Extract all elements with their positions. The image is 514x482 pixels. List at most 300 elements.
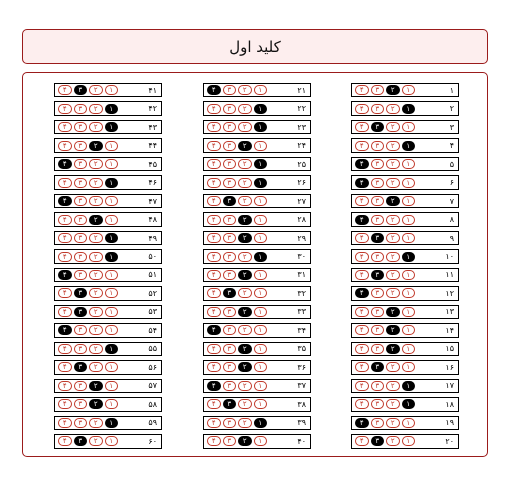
answer-bubble: ١ [254, 233, 268, 243]
question-number: ٣۵ [297, 344, 306, 354]
answer-bubble: ١ [254, 344, 268, 354]
question-number: ۵۶ [148, 362, 157, 372]
answer-bubble-filled: ٣ [371, 122, 385, 132]
answer-bubble-filled: ١ [402, 141, 416, 151]
answer-bubble: ٢ [386, 252, 400, 262]
answer-bubble: ۴ [58, 418, 72, 428]
question-row [351, 175, 459, 189]
answer-bubble: ۴ [207, 436, 221, 446]
answer-bubble: ٣ [74, 196, 88, 206]
question-row [203, 434, 311, 448]
answer-bubble-filled: ١ [402, 381, 416, 391]
question-row [203, 342, 311, 356]
question-number: ۵١ [148, 270, 157, 280]
answer-bubble-filled: ٢ [89, 215, 103, 225]
question-number: ۶٠ [148, 436, 157, 446]
answer-bubble: ٢ [238, 288, 252, 298]
question-number: ٢٠ [445, 436, 454, 446]
answer-bubble: ٢ [386, 215, 400, 225]
answer-bubble: ٣ [223, 159, 237, 169]
answer-bubble: ٢ [89, 288, 103, 298]
answer-bubble: ١ [105, 307, 119, 317]
question-row [351, 194, 459, 208]
answer-bubble: ٣ [371, 381, 385, 391]
answer-bubble: ١ [254, 436, 268, 446]
answer-options [207, 381, 267, 391]
answer-bubble: ۴ [207, 141, 221, 151]
answer-bubble: ١ [254, 288, 268, 298]
question-row [203, 212, 311, 226]
answer-options [355, 362, 415, 372]
answer-options [355, 344, 415, 354]
answer-bubble-filled: ٣ [74, 85, 88, 95]
answer-options [207, 307, 267, 317]
answer-options [207, 325, 267, 335]
answer-bubble: ١ [254, 196, 268, 206]
answer-bubble: ٣ [223, 436, 237, 446]
question-number: ۴۵ [148, 159, 157, 169]
question-number: ۴٠ [297, 436, 306, 446]
answer-bubble: ٣ [74, 141, 88, 151]
answer-bubble: ٢ [89, 344, 103, 354]
answer-bubble: ۴ [355, 362, 369, 372]
question-row [54, 231, 162, 245]
question-row [54, 212, 162, 226]
answer-bubble-filled: ۴ [207, 325, 221, 335]
question-row [54, 286, 162, 300]
answer-bubble-filled: ١ [105, 104, 119, 114]
answer-bubble: ١ [402, 344, 416, 354]
answer-options [58, 159, 118, 169]
answer-bubble: ١ [402, 215, 416, 225]
answer-bubble: ١ [105, 381, 119, 391]
question-row [54, 397, 162, 411]
question-number: ۴٩ [148, 233, 157, 243]
answer-bubble: ٣ [223, 307, 237, 317]
answer-bubble-filled: ٣ [371, 436, 385, 446]
answer-bubble: ١ [105, 399, 119, 409]
answer-bubble-filled: ٣ [371, 270, 385, 280]
question-row [351, 83, 459, 97]
question-row [54, 83, 162, 97]
answer-bubble: ٢ [238, 178, 252, 188]
answer-bubble: ٢ [89, 362, 103, 372]
question-row [54, 268, 162, 282]
question-number: ٣١ [297, 270, 306, 280]
answer-bubble: ٣ [74, 104, 88, 114]
answer-options [207, 233, 267, 243]
question-row [351, 268, 459, 282]
answer-bubble-filled: ٢ [386, 325, 400, 335]
question-row [351, 120, 459, 134]
answer-bubble: ٣ [74, 399, 88, 409]
answer-bubble: ٣ [371, 215, 385, 225]
answer-bubble: ٢ [238, 196, 252, 206]
answer-bubble: ١ [105, 362, 119, 372]
answer-bubble: ٣ [371, 196, 385, 206]
answer-bubble: ٢ [89, 122, 103, 132]
question-row [203, 323, 311, 337]
question-number: ٣٣ [297, 307, 306, 317]
question-row [351, 397, 459, 411]
answer-bubble: ٣ [74, 418, 88, 428]
answer-bubble-filled: ١ [105, 178, 119, 188]
answer-bubble: ٣ [74, 159, 88, 169]
answer-bubble: ٢ [238, 399, 252, 409]
question-row [351, 342, 459, 356]
question-row [351, 416, 459, 430]
answer-bubble: ٢ [238, 381, 252, 391]
answer-bubble: ۴ [355, 122, 369, 132]
answer-bubble: ۴ [207, 159, 221, 169]
answer-bubble: ٣ [371, 141, 385, 151]
question-row [54, 379, 162, 393]
answer-options [58, 307, 118, 317]
answer-options [58, 252, 118, 262]
answer-bubble-filled: ١ [105, 122, 119, 132]
answer-bubble: ۴ [58, 288, 72, 298]
answer-options [207, 178, 267, 188]
answer-bubble-filled: ٢ [238, 436, 252, 446]
answer-options [207, 141, 267, 151]
answer-bubble: ٣ [223, 252, 237, 262]
answer-bubble: ٢ [386, 159, 400, 169]
answer-bubble: ۴ [58, 399, 72, 409]
answer-bubble: ۴ [355, 104, 369, 114]
answer-options [207, 159, 267, 169]
answer-column-3 [54, 83, 162, 453]
answer-bubble: ٢ [238, 85, 252, 95]
answer-bubble: ۴ [58, 215, 72, 225]
question-number: ۵٩ [148, 418, 157, 428]
answer-options [58, 362, 118, 372]
answer-options [58, 399, 118, 409]
answer-bubble: ٣ [223, 362, 237, 372]
question-row [351, 379, 459, 393]
answer-options [207, 418, 267, 428]
answer-options [355, 307, 415, 317]
question-row [203, 268, 311, 282]
answer-bubble: ۴ [207, 270, 221, 280]
answer-bubble-filled: ۴ [207, 381, 221, 391]
answer-bubble: ١ [402, 159, 416, 169]
question-row [54, 120, 162, 134]
answer-bubble: ٢ [89, 307, 103, 317]
question-number: ۴٨ [148, 215, 157, 225]
question-number: ١۴ [445, 325, 454, 335]
question-number: ٢٧ [297, 196, 306, 206]
answer-bubble: ٣ [74, 325, 88, 335]
answer-bubble: ۴ [355, 141, 369, 151]
answer-bubble: ١ [402, 233, 416, 243]
answer-bubble-filled: ۴ [355, 178, 369, 188]
answer-bubble: ٢ [238, 418, 252, 428]
answer-bubble: ٣ [371, 344, 385, 354]
answer-bubble: ٣ [223, 233, 237, 243]
question-number: ۵٧ [148, 381, 157, 391]
answer-bubble-filled: ٢ [238, 233, 252, 243]
answer-bubble: ٢ [89, 196, 103, 206]
answer-bubble: ١ [105, 159, 119, 169]
answer-bubble: ٢ [386, 122, 400, 132]
question-row [351, 157, 459, 171]
answer-bubble: ٣ [371, 418, 385, 428]
question-row [203, 138, 311, 152]
answer-bubble: ١ [402, 178, 416, 188]
answer-bubble: ٢ [89, 325, 103, 335]
answer-bubble: ١ [254, 399, 268, 409]
answer-bubble: ٢ [386, 362, 400, 372]
answer-bubble: ٢ [89, 178, 103, 188]
question-row [351, 360, 459, 374]
answer-bubble: ١ [254, 141, 268, 151]
question-number: ٣۴ [297, 325, 306, 335]
answer-bubble: ٣ [371, 288, 385, 298]
answer-bubble-filled: ٣ [74, 307, 88, 317]
answer-options [58, 215, 118, 225]
answer-key-panel [22, 72, 488, 457]
question-row [54, 101, 162, 115]
answer-bubble: ٢ [386, 418, 400, 428]
question-row [54, 138, 162, 152]
answer-bubble: ۴ [207, 288, 221, 298]
answer-bubble: ٣ [223, 85, 237, 95]
answer-bubble: ٣ [223, 141, 237, 151]
answer-bubble: ۴ [207, 399, 221, 409]
answer-bubble: ٣ [371, 159, 385, 169]
title-box [22, 29, 488, 64]
question-row [351, 286, 459, 300]
answer-bubble: ١ [105, 196, 119, 206]
answer-bubble: ٣ [74, 344, 88, 354]
answer-column-2 [203, 83, 311, 453]
question-row [351, 212, 459, 226]
answer-bubble: ٢ [89, 270, 103, 280]
question-number: ٧ [449, 196, 454, 206]
question-number: ۵۵ [148, 344, 157, 354]
question-row [54, 175, 162, 189]
answer-bubble-filled: ٢ [238, 362, 252, 372]
answer-bubble: ١ [402, 288, 416, 298]
question-row [203, 397, 311, 411]
answer-bubble-filled: ١ [402, 252, 416, 262]
answer-options [58, 85, 118, 95]
answer-bubble: ٢ [89, 104, 103, 114]
page-title: کلید اول [229, 37, 281, 56]
answer-bubble: ۴ [355, 399, 369, 409]
answer-options [58, 270, 118, 280]
answer-bubble: ۴ [207, 233, 221, 243]
answer-options [355, 215, 415, 225]
question-number: ۵ [449, 159, 454, 169]
answer-options [355, 288, 415, 298]
answer-bubble: ٢ [386, 399, 400, 409]
question-number: ٢ [449, 104, 454, 114]
answer-bubble-filled: ٢ [238, 307, 252, 317]
answer-options [355, 270, 415, 280]
question-row [203, 379, 311, 393]
question-number: ۴۶ [148, 178, 157, 188]
question-row [351, 101, 459, 115]
question-number: ٣٠ [297, 252, 306, 261]
answer-options [207, 252, 267, 262]
answer-bubble: ٢ [89, 418, 103, 428]
answer-bubble-filled: ٢ [238, 215, 252, 225]
answer-bubble: ۴ [355, 436, 369, 446]
answer-bubble: ١ [105, 270, 119, 280]
question-row [351, 305, 459, 319]
answer-bubble-filled: ٢ [89, 141, 103, 151]
answer-bubble: ١ [105, 436, 119, 446]
question-number: ٢٨ [297, 215, 306, 225]
question-row [203, 286, 311, 300]
answer-bubble: ۴ [355, 381, 369, 391]
answer-options [58, 233, 118, 243]
answer-bubble-filled: ٢ [238, 344, 252, 354]
answer-bubble-filled: ۴ [355, 159, 369, 169]
answer-bubble-filled: ١ [105, 233, 119, 243]
answer-bubble-filled: ١ [254, 104, 268, 114]
answer-bubble-filled: ٢ [238, 270, 252, 280]
question-row [351, 249, 459, 263]
question-row [203, 194, 311, 208]
answer-bubble: ۴ [207, 104, 221, 114]
answer-bubble: ٣ [223, 418, 237, 428]
answer-bubble: ٢ [89, 85, 103, 95]
question-row [203, 101, 311, 115]
question-number: ۴٢ [148, 104, 157, 114]
answer-bubble-filled: ٣ [74, 436, 88, 446]
answer-bubble: ١ [254, 381, 268, 391]
answer-options [58, 325, 118, 335]
answer-bubble: ٣ [223, 381, 237, 391]
answer-options [355, 178, 415, 188]
answer-bubble-filled: ٣ [371, 362, 385, 372]
answer-bubble: ٣ [371, 325, 385, 335]
answer-bubble: ٢ [238, 122, 252, 132]
answer-bubble: ۴ [58, 436, 72, 446]
question-row [351, 434, 459, 448]
answer-options [58, 344, 118, 354]
answer-bubble: ٢ [89, 233, 103, 243]
question-number: ٢٢ [297, 104, 306, 114]
answer-bubble: ١ [402, 325, 416, 335]
question-row [54, 434, 162, 448]
answer-options [58, 196, 118, 206]
answer-options [207, 122, 267, 132]
answer-bubble: ۴ [58, 381, 72, 391]
answer-bubble: ١ [402, 270, 416, 280]
answer-bubble: ٣ [74, 270, 88, 280]
question-number: ۵٢ [148, 288, 157, 298]
answer-options [207, 344, 267, 354]
answer-bubble: ٣ [223, 178, 237, 188]
answer-bubble: ٣ [74, 381, 88, 391]
question-number: ٢١ [297, 85, 306, 95]
answer-bubble: ٢ [238, 252, 252, 262]
answer-bubble: ٣ [371, 399, 385, 409]
question-number: ۴ [449, 141, 454, 151]
question-number: ٣ [449, 122, 454, 132]
answer-bubble: ٣ [371, 307, 385, 317]
question-row [54, 249, 162, 263]
question-number: ١٩ [445, 418, 454, 428]
answer-options [58, 436, 118, 446]
answer-bubble: ٢ [386, 233, 400, 243]
answer-bubble-filled: ٣ [223, 196, 237, 206]
question-number: ١٨ [445, 399, 454, 409]
answer-bubble: ٢ [386, 436, 400, 446]
answer-options [355, 399, 415, 409]
question-number: ٢٩ [297, 233, 306, 243]
answer-bubble: ١ [254, 215, 268, 225]
answer-bubble-filled: ۴ [58, 159, 72, 169]
answer-bubble: ١ [402, 85, 416, 95]
answer-bubble: ۴ [207, 307, 221, 317]
answer-bubble-filled: ٢ [386, 196, 400, 206]
answer-bubble-filled: ١ [254, 418, 268, 428]
answer-bubble: ۴ [355, 270, 369, 280]
answer-bubble: ١ [402, 362, 416, 372]
answer-bubble-filled: ١ [254, 159, 268, 169]
answer-bubble-filled: ٢ [386, 85, 400, 95]
answer-bubble: ٣ [74, 122, 88, 132]
answer-options [58, 178, 118, 188]
answer-bubble: ۴ [355, 252, 369, 262]
answer-options [355, 252, 415, 262]
answer-bubble-filled: ۴ [58, 325, 72, 335]
answer-bubble: ۴ [207, 362, 221, 372]
answer-bubble-filled: ٣ [74, 362, 88, 372]
answer-options [355, 141, 415, 151]
question-number: ١٢ [445, 288, 454, 298]
answer-bubble: ٢ [386, 288, 400, 298]
answer-bubble: ٣ [74, 178, 88, 188]
answer-bubble: ١ [254, 307, 268, 317]
answer-bubble-filled: ١ [105, 252, 119, 262]
answer-bubble: ۴ [58, 122, 72, 132]
answer-options [207, 85, 267, 95]
answer-options [58, 381, 118, 391]
question-row [203, 83, 311, 97]
answer-bubble: ٢ [89, 436, 103, 446]
answer-bubble-filled: ١ [105, 418, 119, 428]
answer-bubble: ۴ [58, 178, 72, 188]
question-number: ٣٧ [297, 381, 306, 391]
answer-bubble: ١ [254, 325, 268, 335]
answer-bubble: ۴ [355, 233, 369, 243]
answer-bubble: ٢ [386, 381, 400, 391]
question-row [351, 231, 459, 245]
question-row [54, 194, 162, 208]
answer-options [355, 381, 415, 391]
answer-bubble: ١ [402, 436, 416, 446]
answer-bubble: ۴ [207, 418, 221, 428]
answer-bubble: ٣ [223, 270, 237, 280]
answer-options [355, 196, 415, 206]
answer-options [58, 122, 118, 132]
question-number: ۴۴ [148, 141, 157, 151]
answer-bubble: ۴ [58, 362, 72, 372]
answer-options [207, 288, 267, 298]
question-row [54, 323, 162, 337]
answer-bubble: ٣ [223, 325, 237, 335]
answer-options [207, 104, 267, 114]
question-row [351, 138, 459, 152]
question-number: ١ [449, 85, 454, 95]
answer-bubble-filled: ١ [254, 178, 268, 188]
answer-bubble: ۴ [58, 104, 72, 114]
